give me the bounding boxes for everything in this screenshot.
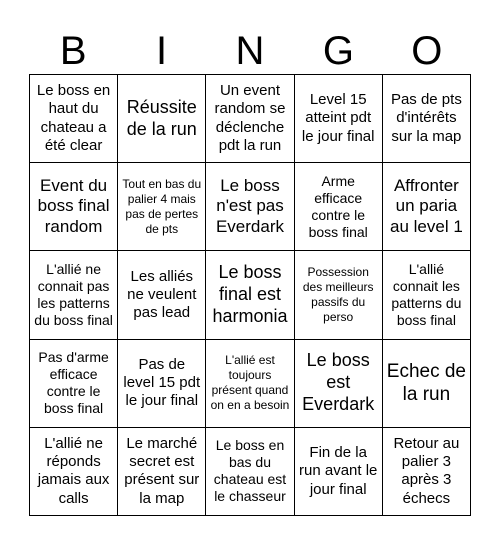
bingo-cell[interactable]: Fin de la run avant le jour final	[295, 428, 383, 516]
bingo-cell[interactable]: L'allié connait les patterns du boss final	[383, 251, 471, 339]
header-letter-b: B	[59, 29, 87, 73]
bingo-cell[interactable]: Possession des meilleurs passifs du perso	[295, 251, 383, 339]
header-letter-g: G	[322, 29, 354, 73]
bingo-cell[interactable]: Les alliés ne veulent pas lead	[118, 251, 206, 339]
bingo-cell[interactable]: Level 15 atteint pdt le jour final	[295, 75, 383, 163]
bingo-grid	[29, 74, 471, 516]
bingo-cell[interactable]: L'allié ne connait pas les patterns du boss final	[30, 251, 118, 339]
bingo-cell[interactable]: Arme efficace contre le boss final	[295, 163, 383, 251]
header-letter-n: N	[235, 29, 265, 73]
bingo-cell[interactable]: Le boss en haut du chateau a été clear	[30, 75, 118, 163]
bingo-cell[interactable]: Echec de la run	[383, 340, 471, 428]
bingo-cell[interactable]: Le boss n'est pas Everdark	[206, 163, 294, 251]
bingo-cell[interactable]: Un event random se déclenche pdt la run	[206, 75, 294, 163]
bingo-cell[interactable]: Le boss final est harmonia	[206, 251, 294, 339]
bingo-cell[interactable]: Retour au palier 3 après 3 échecs	[383, 428, 471, 516]
bingo-cell[interactable]: Le boss en bas du chateau est le chasseur	[206, 428, 294, 516]
bingo-header	[29, 28, 471, 74]
bingo-cell[interactable]: Pas de pts d'intérêts sur la map	[383, 75, 471, 163]
bingo-cell[interactable]: Tout en bas du palier 4 mais pas de pertes de pts	[118, 163, 206, 251]
bingo-cell[interactable]: Le marché secret est présent sur la map	[118, 428, 206, 516]
bingo-cell[interactable]: Affronter un paria au level 1	[383, 163, 471, 251]
bingo-cell[interactable]: Pas de level 15 pdt le jour final	[118, 340, 206, 428]
bingo-cell[interactable]: Pas d'arme efficace contre le boss final	[30, 340, 118, 428]
bingo-cell[interactable]: L'allié est toujours présent quand on en a besoin	[206, 340, 294, 428]
bingo-cell[interactable]: Event du boss final random	[30, 163, 118, 251]
bingo-cell[interactable]: Le boss est Everdark	[295, 340, 383, 428]
header-letter-o: O	[411, 29, 443, 73]
header-letter-i: I	[156, 29, 168, 73]
bingo-cell[interactable]: L'allié ne réponds jamais aux calls	[30, 428, 118, 516]
bingo-cell[interactable]: Réussite de la run	[118, 75, 206, 163]
